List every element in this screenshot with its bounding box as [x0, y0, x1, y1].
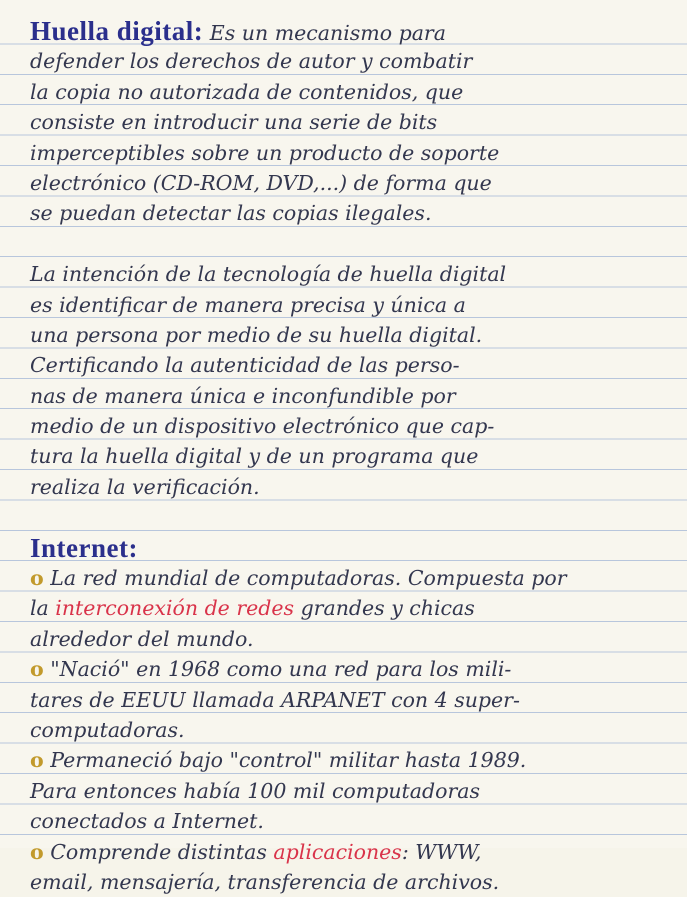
- text-line: [30, 563, 675, 593]
- section-heading: Internet:: [30, 532, 138, 563]
- text-line: La intención de la tecnología de huella digital: [30, 262, 507, 287]
- blank-line: [30, 229, 675, 259]
- text-line: nas de manera única e inconfundible por: [30, 383, 456, 408]
- text-line: tura la huella digital y de un programa que: [30, 444, 479, 469]
- text-line: Certificando la autenticidad de las perso-: [30, 353, 460, 378]
- bullet-marker: o: [30, 839, 44, 864]
- text-line: email, mensajería, transferencia de archivos.: [30, 869, 500, 894]
- highlighted-term: interconexión de redes: [55, 596, 295, 621]
- text-span: la: [30, 596, 56, 621]
- text-line: [30, 16, 675, 46]
- text-line: alrededor del mundo.: [30, 626, 254, 651]
- text-line: una persona por medio de su huella digital.: [30, 322, 483, 347]
- text-span: grandes y chicas: [294, 596, 475, 621]
- text-span: La red mundial de computadoras. Compuesta por: [50, 566, 567, 591]
- text-line: [30, 533, 675, 563]
- section-huella-digital: [30, 16, 675, 229]
- text-line: computadoras.: [30, 717, 185, 742]
- text-line: electrónico (CD-ROM, DVD,...) de forma que: [30, 170, 492, 195]
- bullet-marker: o: [30, 657, 44, 682]
- text-line: consiste en introducir una serie de bits: [30, 110, 438, 135]
- text-line: realiza la verificación.: [30, 474, 260, 499]
- text-line: imperceptibles sobre un producto de soporte: [30, 140, 500, 165]
- text-span: Es un mecanismo para: [209, 21, 446, 45]
- page-content: [30, 16, 675, 897]
- text-span: Comprende distintas: [50, 839, 274, 864]
- bullet-marker: o: [30, 748, 44, 773]
- highlighted-term: aplicaciones: [273, 839, 402, 864]
- text-line: es identificar de manera precisa y única a: [30, 292, 466, 317]
- text-line: medio de un dispositivo electrónico que cap-: [30, 414, 495, 439]
- text-line: tares de EEUU llamada ARPANET con 4 super-: [30, 687, 520, 712]
- text-line: [30, 745, 675, 775]
- blank-line: [30, 502, 675, 532]
- text-line: [30, 837, 675, 867]
- text-line: conectados a Internet.: [30, 809, 264, 834]
- section-intencion: [30, 259, 675, 502]
- text-line: [30, 654, 675, 684]
- text-span: : WWW,: [401, 839, 482, 864]
- text-line: [30, 593, 675, 623]
- section-internet: [30, 533, 675, 897]
- text-line: defender los derechos de autor y combatir: [30, 49, 473, 74]
- text-line: la copia no autorizada de contenidos, que: [30, 79, 464, 104]
- text-span: "Nació" en 1968 como una red para los mili-: [50, 657, 512, 682]
- text-line: Para entonces había 100 mil computadoras: [30, 778, 481, 803]
- bullet-marker: o: [30, 566, 44, 591]
- text-line: se puedan detectar las copias ilegales.: [30, 201, 432, 226]
- text-span: Permaneció bajo "control" militar hasta 1989.: [50, 748, 527, 773]
- section-heading: Huella digital:: [30, 16, 204, 46]
